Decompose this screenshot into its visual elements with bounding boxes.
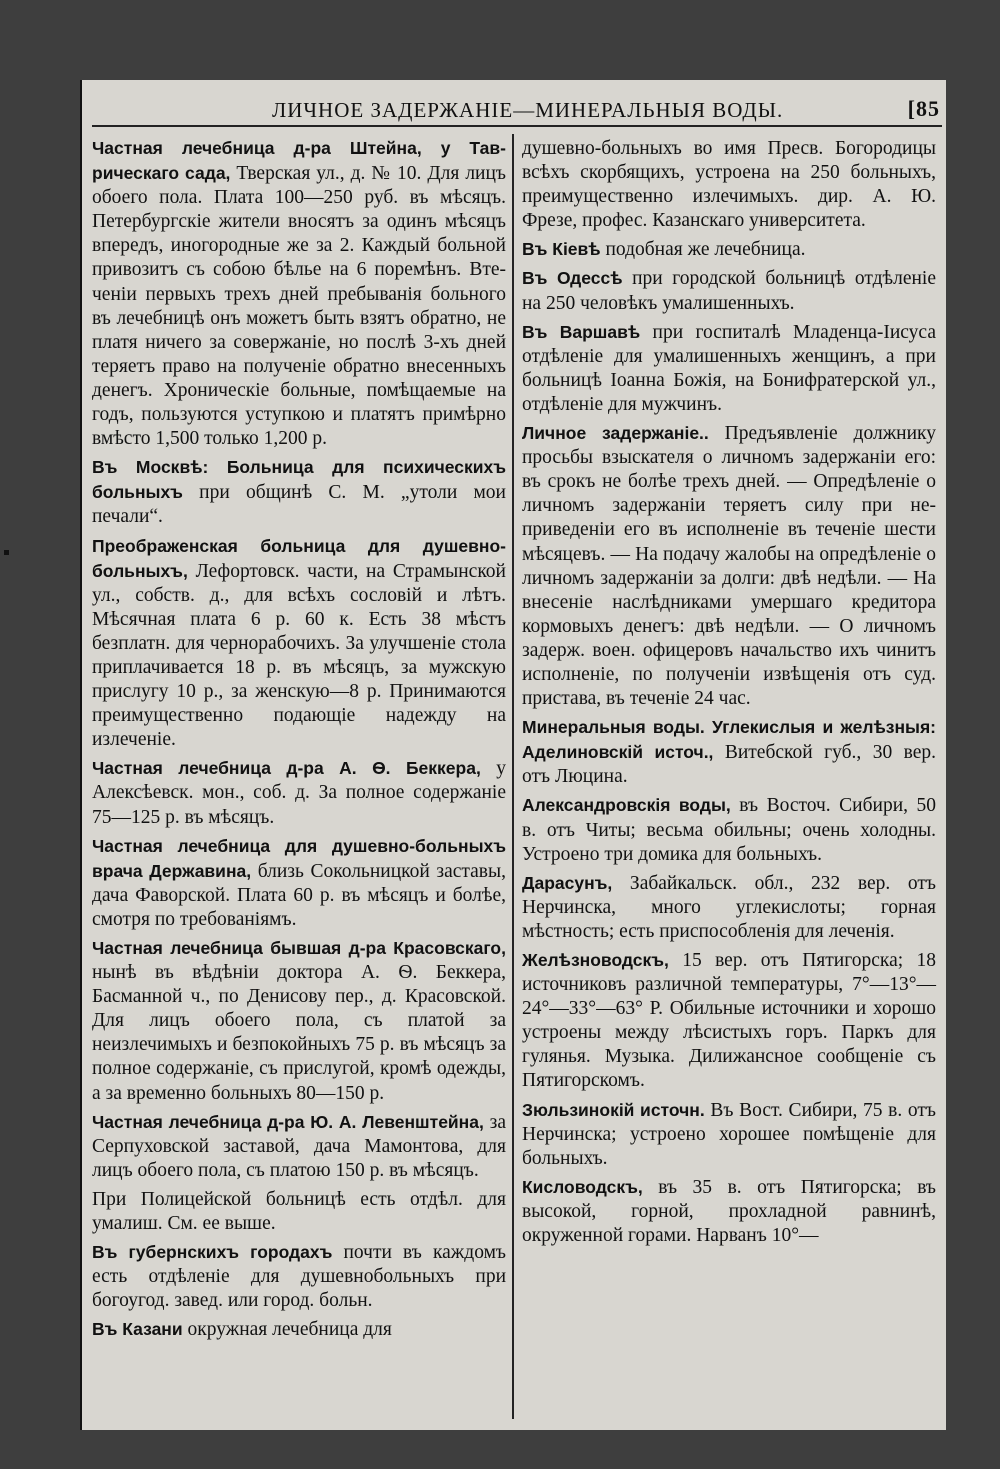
column-divider (512, 134, 514, 1419)
paragraph: Въ Казани окружная лечебница для (92, 1319, 392, 1341)
paragraph: Личное задержаніе.. Предъявленіе должнику просьбы взыскателя о личномъ задержаніи его: въ срокъ не болѣе трехъ дней. — Опредѣленіе о личномъ задержаніи теряетъ силу при неприведеніи его въ исполненіе въ теченіе шести мѣсяцевъ. — На подачу жалобы на опредѣленіе о личномъ задержаніи за долги: двѣ недѣли. — На внесеніе наслѣдниками умершаго кредитора кормовыхъ денегъ: двѣ недѣли. — О личномъ задерж. воен. офицеровъ начальство ихъ чинитъ исполненіе, по полученіи извѣщенія отъ суд. пристава, въ теченіе 24 час. (522, 423, 936, 710)
paragraph: Александровскія воды, въ Восточ. Сибири, 50 в. отъ Читы; весьма обильны; очень холодны. Устроено три домика для больныхъ. (522, 795, 936, 865)
paragraph: Минеральныя воды. Углекислыя и желѣзныя: Аделиновскій источ., Витебской губ., 30 вер. отъ Люцина. (522, 717, 936, 788)
paragraph: Въ Москвѣ: Больница для психическихъ больныхъ при общинѣ С. М. „утоли мои печали“. (92, 457, 506, 528)
book-page (80, 80, 946, 1430)
paragraph: Частная лечебница бывшая д-ра Красовскаго, нынѣ въ вѣдѣніи доктора А. Ѳ. Беккера, Басманной ч., по Денисову пер., д. Красовской. Для лицъ обоего пола, съ платой за неизлечимыхъ и безпокойныхъ 75 р. въ мѣсяцъ за полное содержаніе, съ прислугой, кромѣ одежды, а за временно больныхъ 80—150 р. (92, 938, 506, 1104)
page-number: [85 (907, 96, 940, 121)
paragraph: Кисловодскъ, въ 35 в. отъ Пятигорска; въ высокой, горной, прохладной равнинѣ, окруженной горами. Нарванъ 10°— (522, 1176, 936, 1247)
page-title: ЛИЧНОЕ ЗАДЕРЖАНІЕ—МИНЕРАЛЬНЫЯ ВОДЫ. (272, 98, 784, 122)
paragraph: Частная лечебница для душевно-больныхъ врача Державина, близь Сокольницкой заставы, дача Фаворской. Плата 60 р. въ мѣсяцъ и болѣе, смотря по требованіямъ. (92, 835, 506, 930)
paragraph: Частная лечебница д-ра А. Ѳ. Беккера, у Алексѣевск. мон., соб. д. За полное содержаніе 75—125 р. въ мѣсяцъ. (92, 758, 506, 828)
header-rule (92, 125, 942, 127)
paragraph: Въ губернскихъ городахъ почти въ каждомъ есть отдѣленіе для душевнобольныхъ при богоугод. завед. или город. больн. (92, 1242, 506, 1312)
paragraph: душевно-больныхъ во имя Пресв. Богородицы всѣхъ скорбящихъ, устроена на 250 больныхъ, преимущественно излечимыхъ. дир. А. Ю. Фрезе, профес. Казанскаго университета. (522, 138, 936, 232)
right-column (522, 136, 936, 1252)
paragraph: Желѣзноводскъ, 15 вер. отъ Пятигорска; 18 источниковъ различной температуры, 7°—13°—24°—33°—63° Р. Обильные источники и хорошо устроены между лѣсистыхъ горъ. Паркъ для гулянья. Музыка. Дилижансное сообщеніе съ Пятигорскомъ. (522, 950, 936, 1092)
left-column (92, 136, 506, 1347)
running-header (82, 94, 948, 124)
paragraph: Въ Варшавѣ при госпиталѣ Младенца-Іисуса отдѣленіе для умалишенныхъ женщинъ, а при больницѣ Іоанна Божія, на Бонифратерской ул., отдѣленіе для мужчинъ. (522, 321, 936, 415)
paragraph: При Полицейской больницѣ есть отдѣл. для умалиш. См. ее выше. (92, 1188, 506, 1235)
paragraph: Преображенская больница для душевнобольныхъ, Лефортовск. части, на Страмынской ул., собств. д., для всѣхъ сословій и лѣтъ. Мѣсячная плата 6 р. 60 к. Есть 38 мѣстъ безплатн. для чернорабочихъ. За улучшеніе стола приплачивается 18 р. въ мѣсяцъ, за мужскую прислугу 10 р., за женскую—8 р. Принимаются преимущественно подающіе надежду на излеченіе. (92, 535, 506, 751)
paragraph: Частная лечебница д-ра Ю. А. Левенштейна, за Серпуховской заставой, дача Мамонтова, для лицъ обоего пола, съ платою 150 р. въ мѣсяцъ. (92, 1111, 507, 1181)
scan-mark (4, 550, 9, 555)
paragraph: Дарасунъ, Забайкальск. обл., 232 вер. отъ Нерчинска, много углекислоты; горная мѣстность; есть приспособленія для леченія. (522, 872, 936, 942)
paragraph: Въ Одессѣ при городской больницѣ отдѣленіе на 250 человѣкъ умалишенныхъ. (522, 268, 936, 314)
paragraph: Въ Кіевѣ подобная же лечебница. (522, 239, 806, 261)
paragraph: Зюльзинокій источн. Въ Вост. Сибири, 75 в. отъ Нерчинска; устроено хорошее помѣщеніе для больныхъ. (522, 1099, 936, 1169)
paragraph: Частная лечебница д-ра Штейна, у Таврическаго сада, Тверская ул., д. № 10. Для лицъ обоего пола. Плата 100—250 руб. въ мѣсяцъ. Петербургскіе жители вносятъ за одинъ мѣсяцъ впередъ, иногородные же за 2. Каждый больной привозитъ съ собою бѣлье на 6 поремѣнъ. Втеченіи первыхъ трехъ дней пребыванія больного въ лечебницѣ онъ можетъ быть взятъ обратно, не платя ничего за совержаніе, но послѣ 3-хъ дней теряетъ право на полученіе обратно внесенныхъ денегъ. Хроническіе больные, помѣщаемые на годъ, пользуются уступкою и платятъ примѣрно вмѣсто 1,500 только 1,200 р. (92, 138, 507, 450)
